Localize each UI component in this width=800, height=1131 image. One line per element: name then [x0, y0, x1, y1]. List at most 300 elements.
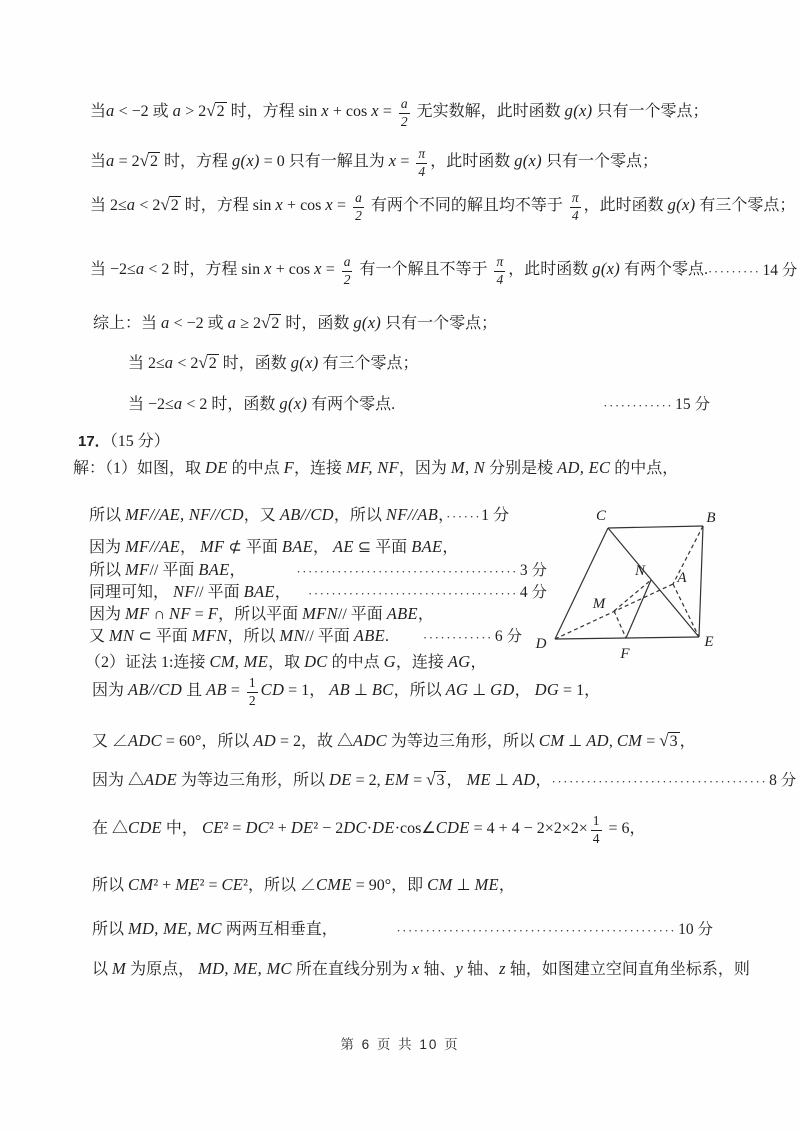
text-segment: 当 — [90, 153, 107, 171]
math-segment: AD, EC — [557, 458, 611, 477]
text-segment: 且 — [182, 682, 207, 700]
text-segment: // 平面 — [194, 584, 244, 601]
text-segment: 时，方程 sin — [180, 197, 276, 215]
figure-vertex-label-e: E — [704, 634, 714, 650]
text-segment: 当 −2≤ — [90, 261, 136, 279]
text-line — [90, 190, 795, 223]
score-mark — [308, 581, 547, 605]
text-segment: = 1， — [284, 682, 330, 700]
text-segment: ， — [438, 507, 447, 524]
math-segment: BAE — [243, 582, 275, 601]
math-segment: G — [383, 652, 396, 671]
text-line — [89, 503, 509, 528]
text-segment: ⊥ — [564, 733, 587, 750]
math-segment: MF//AE — [125, 537, 180, 556]
text-segment: 因为 — [92, 682, 129, 700]
text-segment: ， — [179, 539, 200, 556]
page-footer: 第 6 页 共 10 页 — [340, 1037, 460, 1052]
radical-sign: √ — [206, 101, 216, 121]
figure-edge-mn — [614, 580, 651, 611]
line-content — [92, 957, 750, 982]
text-segment: // 平面 — [337, 606, 387, 623]
math-segment: a — [135, 259, 145, 279]
text-segment: ， — [446, 772, 467, 789]
math-segment: ABE — [386, 604, 418, 623]
text-segment: 分别是棱 — [485, 460, 558, 477]
math-segment: MD, ME, MC — [198, 959, 292, 978]
math-segment: MF, NF — [346, 458, 399, 477]
figure-edge-de — [555, 637, 699, 639]
line-content — [128, 351, 419, 376]
math-segment: x — [314, 259, 322, 279]
math-segment: ADC — [353, 731, 387, 750]
line-content — [89, 535, 458, 560]
math-segment: NF — [173, 582, 195, 601]
text-segment: , — [608, 733, 617, 750]
score-mark — [296, 559, 547, 583]
math-segment: ADE — [144, 770, 177, 789]
text-segment: 为原点， — [126, 961, 199, 978]
text-segment: = — [190, 606, 208, 623]
fraction-denominator: 2 — [355, 207, 362, 223]
text-segment: < 2 — [173, 355, 199, 372]
math-segment: AD — [586, 731, 609, 750]
score-mark — [396, 918, 713, 942]
math-segment: AD — [253, 731, 276, 750]
text-line — [90, 96, 708, 129]
fraction — [570, 190, 581, 223]
text-segment: 为等边三角形，所以 — [177, 772, 330, 789]
text-segment: 所在直线分别为 — [291, 961, 412, 978]
fraction — [353, 190, 364, 223]
text-line — [90, 254, 798, 287]
text-segment: ， — [514, 682, 535, 700]
line-content — [92, 675, 600, 708]
line-content — [90, 96, 708, 129]
math-segment: AB — [329, 680, 350, 700]
math-segment: ADC — [128, 731, 162, 750]
text-line — [78, 430, 170, 454]
radical-sign: √ — [659, 731, 669, 750]
math-segment: a — [173, 394, 183, 413]
text-segment: ， — [312, 539, 333, 556]
text-segment: + cos — [271, 261, 315, 279]
math-segment: ABE — [353, 626, 385, 645]
score-label: 6 分 — [494, 627, 522, 645]
square-root — [426, 772, 446, 789]
dot-leader: ················································ — [396, 922, 677, 938]
line-content — [128, 392, 395, 417]
dot-leader: ······································ — [296, 563, 518, 579]
text-segment: ² = — [199, 877, 222, 894]
math-segment: MFN — [302, 604, 338, 623]
text-segment: ，所以平面 — [218, 606, 303, 623]
text-line — [92, 917, 713, 942]
math-segment: ME — [474, 875, 499, 894]
math-segment: g(x) — [231, 151, 260, 171]
math-segment: BC — [371, 680, 394, 700]
math-segment: g(x) — [279, 394, 308, 413]
text-segment: ⊥ — [490, 772, 513, 789]
math-segment: x — [411, 959, 420, 978]
line-content — [92, 813, 646, 846]
text-segment: ² + — [268, 820, 291, 838]
math-segment: CM, ME — [209, 652, 269, 671]
math-segment: z — [499, 959, 506, 978]
text-segment: = 2 — [114, 153, 140, 171]
text-segment: ， — [442, 539, 459, 556]
dot-leader: ····································· — [551, 773, 768, 789]
text-segment: ² − 2 — [313, 820, 344, 838]
math-segment: MN — [109, 626, 135, 645]
text-line — [92, 813, 646, 846]
math-segment: x — [275, 195, 284, 215]
text-segment: = 2，故 △ — [275, 733, 353, 750]
text-segment: 时，函数 — [281, 315, 354, 332]
math-segment: DE — [372, 818, 395, 838]
text-segment: 的中点， — [610, 460, 679, 477]
text-segment: 1 分 — [481, 507, 510, 524]
square-root — [261, 315, 281, 332]
text-segment: ， — [535, 772, 552, 789]
text-segment: = 0 只有一解且为 — [259, 153, 389, 171]
text-segment: = 2, — [351, 772, 385, 789]
line-content — [92, 768, 551, 793]
line-content — [92, 729, 696, 754]
text-segment: 时，函数 — [218, 355, 291, 372]
text-segment: ⊥ — [468, 682, 491, 700]
fraction-numerator: 1 — [248, 675, 256, 690]
text-segment: ≥ 2 — [236, 315, 261, 332]
text-segment: ⊥ — [452, 877, 475, 894]
math-segment: y — [455, 959, 464, 978]
text-segment: ∩ — [149, 606, 170, 623]
text-segment: 为等边三角形，所以 — [386, 733, 539, 750]
math-segment: a — [227, 313, 237, 332]
figure-edge-be — [699, 526, 703, 637]
text-segment: ² + — [153, 877, 176, 894]
score-label: 10 分 — [678, 920, 713, 938]
score-mark — [708, 259, 797, 283]
text-segment: = — [642, 733, 660, 750]
text-segment: 17． — [78, 433, 110, 450]
radicand: 3 — [436, 772, 445, 789]
radicand: 2 — [170, 197, 179, 215]
dot-leader: ············ — [422, 629, 493, 645]
fraction-denominator: 4 — [571, 207, 579, 223]
math-segment: a — [161, 313, 170, 332]
text-segment: 在 △ — [92, 820, 129, 838]
math-segment: CE — [201, 818, 224, 838]
text-line — [92, 873, 515, 898]
math-segment: MFN — [191, 626, 228, 645]
text-segment: < 2 时，函数 — [182, 396, 280, 413]
line-content — [93, 311, 497, 336]
text-segment: = 4 + 4 − 2×2×2× — [469, 820, 588, 838]
math-segment: x — [321, 101, 329, 121]
math-segment: a — [172, 101, 182, 121]
math-segment: AB//CD — [279, 505, 334, 524]
text-segment: < 2 时，方程 sin — [144, 261, 265, 279]
text-segment: 的中点 — [327, 654, 384, 671]
text-segment: ·cos∠ — [394, 820, 436, 838]
text-line — [92, 768, 797, 793]
fraction-numerator: a — [355, 190, 362, 205]
fraction — [342, 254, 353, 287]
figure-svg — [533, 496, 738, 671]
figure-edge-fn — [626, 580, 651, 638]
text-segment: 无实数解，此时函数 — [412, 103, 565, 121]
text-segment: 所以 — [89, 562, 126, 579]
math-segment: MF — [125, 560, 150, 579]
text-segment: 当 2≤ — [128, 355, 165, 372]
math-segment: CE — [221, 875, 244, 894]
math-segment: g(x) — [514, 151, 542, 171]
math-segment: CDE — [435, 818, 470, 838]
text-segment: 又 — [89, 628, 110, 645]
text-line — [89, 535, 458, 560]
text-segment: 中， — [161, 820, 202, 838]
text-segment: < 2 — [135, 197, 161, 215]
text-segment: 当 −2≤ — [128, 396, 174, 413]
text-line — [90, 146, 658, 179]
text-segment: + cos — [328, 103, 372, 121]
dot-leader: ···································· — [308, 585, 518, 601]
fraction — [399, 96, 410, 129]
figure-vertex-label-a: A — [677, 570, 687, 586]
text-segment: = 90°，即 — [351, 877, 428, 894]
text-segment: ，因为 — [398, 460, 451, 477]
text-segment: ，又 — [243, 507, 280, 524]
radicand: 2 — [271, 315, 280, 332]
score-label: 8 分 — [769, 771, 797, 789]
math-segment: AB//CD — [128, 680, 183, 700]
math-segment: DC — [343, 818, 367, 838]
text-segment: ， — [417, 606, 434, 623]
math-segment: a — [164, 353, 174, 372]
math-segment: AG — [445, 680, 469, 700]
math-segment: CME — [315, 875, 352, 894]
math-segment: CM — [538, 731, 565, 750]
radicand: 2 — [149, 153, 158, 171]
math-segment: AG — [447, 652, 471, 671]
text-segment: > 2 — [181, 103, 207, 121]
text-segment: 有三个零点； — [695, 197, 796, 215]
text-segment: 的中点 — [227, 460, 284, 477]
text-segment: = 1， — [559, 682, 601, 700]
math-segment: NF//AB — [385, 505, 439, 524]
text-segment: < −2 或 — [169, 315, 228, 332]
math-segment: CM — [128, 875, 154, 894]
text-segment: 以 — [92, 961, 113, 978]
text-segment: 时，方程 sin — [226, 103, 322, 121]
text-segment: + cos — [283, 197, 326, 215]
math-segment: a — [126, 195, 136, 215]
text-line — [92, 957, 750, 982]
text-segment: = — [226, 682, 244, 700]
math-segment: a — [106, 101, 115, 121]
dot-leader: ········· — [708, 263, 761, 279]
math-segment: a — [106, 151, 115, 171]
text-segment: ，连接 — [294, 460, 347, 477]
text-segment: ，此时函数 — [508, 261, 593, 279]
score-mark — [423, 625, 522, 649]
text-segment: < −2 或 — [114, 103, 173, 121]
math-segment: DE — [329, 770, 352, 789]
text-segment: ， — [229, 562, 246, 579]
fraction — [416, 146, 427, 179]
text-segment: ，所以 — [393, 682, 446, 700]
text-segment: 有两个零点. — [307, 396, 396, 413]
math-segment: CM — [616, 731, 643, 750]
fraction — [494, 254, 505, 287]
score-label: 15 分 — [675, 395, 710, 413]
figure-vertex-label-b: B — [706, 510, 716, 526]
line-content — [90, 146, 658, 179]
math-segment: DE — [290, 818, 314, 838]
text-segment: ，取 — [268, 654, 305, 671]
text-segment: ⊆ 平面 — [353, 539, 412, 556]
math-segment: x — [388, 151, 397, 171]
text-segment: 同理可知， — [89, 584, 174, 601]
fraction-numerator: π — [496, 254, 504, 269]
figure-vertex-label-m: M — [592, 596, 606, 612]
line-content — [90, 254, 708, 287]
radical-sign: √ — [198, 353, 208, 372]
radical-sign: √ — [160, 195, 170, 215]
text-segment: · — [366, 820, 373, 838]
text-segment: ⊥ — [349, 682, 372, 700]
text-segment: 因为 △ — [92, 772, 145, 789]
math-segment: AB — [206, 680, 227, 700]
text-segment: 当 — [90, 103, 107, 121]
text-segment: 所以 — [89, 507, 126, 524]
math-segment: ME — [175, 875, 200, 894]
math-segment: M, N — [450, 458, 486, 477]
fraction-denominator: 4 — [418, 163, 426, 179]
square-root — [206, 103, 226, 120]
math-segment: g(x) — [290, 353, 319, 372]
math-segment: x — [264, 259, 272, 279]
text-segment: 又 ∠ — [92, 733, 129, 750]
text-segment: 只有一个零点； — [541, 153, 658, 171]
figure-edge-cb — [608, 526, 703, 528]
figure-edge-mf — [614, 611, 626, 638]
square-root — [140, 153, 160, 170]
text-segment: 所以 — [92, 921, 129, 938]
text-segment: = 6， — [604, 820, 646, 838]
text-line — [93, 311, 497, 336]
figure-vertex-label-f: F — [620, 646, 630, 662]
fraction-numerator: 1 — [592, 813, 600, 828]
text-segment: = — [378, 103, 396, 121]
math-segment: DE — [205, 458, 228, 477]
line-content — [85, 650, 487, 675]
math-segment: AE — [333, 537, 354, 556]
math-segment: g(x) — [667, 195, 696, 215]
text-segment: ⊂ 平面 — [134, 628, 192, 645]
text-segment: 轴，如图建立空间直角坐标系，则 — [505, 961, 750, 978]
radical-sign: √ — [260, 313, 271, 332]
math-segment: ME — [466, 770, 491, 789]
line-content — [92, 873, 515, 898]
line-content — [78, 430, 170, 454]
score-mark — [603, 393, 710, 417]
fraction-denominator: 2 — [248, 692, 256, 708]
text-segment: 有一个解且不等于 — [355, 261, 492, 279]
math-segment: BAE — [411, 537, 443, 556]
radical-sign: √ — [139, 151, 149, 171]
text-segment: ² = — [223, 820, 246, 838]
score-label: 3 分 — [519, 561, 547, 579]
text-segment: ²，所以 ∠ — [243, 877, 316, 894]
text-segment: 当 2≤ — [90, 197, 127, 215]
math-segment: g(x) — [353, 313, 382, 332]
text-segment: = — [409, 772, 427, 789]
text-segment: // 平面 — [149, 562, 199, 579]
math-segment: BAE — [198, 560, 230, 579]
square-root — [160, 197, 180, 214]
line-content — [92, 917, 338, 942]
fraction-numerator: π — [571, 190, 579, 205]
math-segment: x — [325, 195, 334, 215]
dot-leader: ············ — [603, 397, 674, 413]
text-segment: = — [333, 197, 351, 215]
math-segment: g(x) — [592, 259, 621, 279]
radicand: 2 — [208, 355, 217, 372]
text-segment: 有三个零点； — [318, 355, 419, 372]
math-segment: CM — [427, 875, 453, 894]
figure-vertex-label-c: C — [595, 508, 607, 524]
line-content — [89, 503, 509, 528]
math-segment: MF — [199, 537, 225, 556]
line-content — [90, 190, 795, 223]
radicand: 2 — [216, 103, 225, 121]
math-segment: MN — [279, 626, 305, 645]
text-segment: ⊄ 平面 — [224, 539, 282, 556]
text-segment: ， — [274, 584, 291, 601]
text-line — [128, 351, 419, 376]
math-segment: GD — [490, 680, 515, 700]
math-segment: g(x) — [564, 101, 593, 121]
radical-sign: √ — [426, 770, 436, 789]
square-root — [659, 733, 679, 750]
score-label: 4 分 — [519, 583, 547, 601]
text-segment: = — [396, 153, 414, 171]
math-segment: F — [207, 604, 219, 623]
text-segment: = — [321, 261, 339, 279]
figure-vertex-label-d: D — [535, 636, 547, 652]
math-segment: DG — [534, 680, 560, 700]
text-line — [92, 675, 600, 708]
text-segment: . — [384, 628, 389, 645]
math-segment: DC — [304, 652, 328, 671]
text-line — [73, 456, 678, 481]
text-segment: ，此时函数 — [430, 153, 515, 171]
text-segment: 因为 — [89, 606, 126, 623]
text-segment: 时，方程 — [159, 153, 232, 171]
fraction-numerator: π — [418, 146, 426, 161]
math-segment: MF//AE, NF//CD — [125, 505, 244, 524]
text-segment: 解：（1）如图，取 — [73, 460, 206, 477]
square-root — [198, 355, 218, 372]
text-segment: ， — [470, 654, 487, 671]
line-content — [89, 624, 389, 649]
math-segment: CDE — [128, 818, 162, 838]
score-mark — [551, 769, 796, 793]
math-segment: x — [371, 101, 379, 121]
text-segment: 有两个零点. — [620, 261, 709, 279]
